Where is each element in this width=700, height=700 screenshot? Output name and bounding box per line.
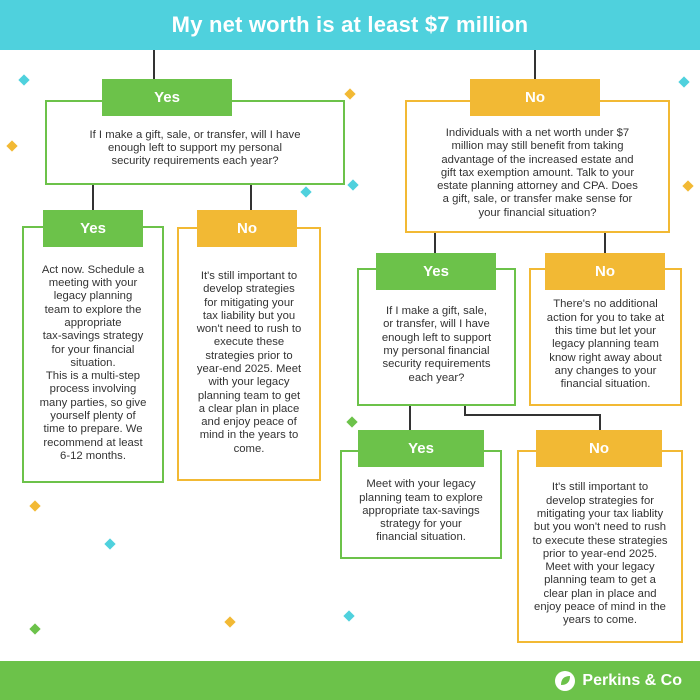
yes-no-text: It's still important to develop strategies for mitigating your tax liability but you won't need to rush to execute these strategies prior to year-end 2025. Meet with your legacy planning team to get a clear plan in place and enjoy peace of mind in the years to come. — [196, 269, 302, 455]
no-no-label-text: No — [595, 263, 615, 280]
no-no-text: There's no additional action for you to take at this time but let your legacy planning team know right away about any changes to your financial situation. — [546, 298, 665, 391]
no-yes-no-label — [536, 430, 662, 467]
no-main-text: Individuals with a net worth under $7 million may still benefit from taking advantage of the increased estate and gift tax exemption amount. Talk to your estate planning attorney and CPA. Does a gift, sale, or transfer make sense for your financial situation? — [437, 126, 638, 219]
brand-logo — [554, 670, 682, 692]
no-yes-no-text: It's still important to develop strategies for mitigating your tax liablity but you won't need to rush to execute these strategies prior to year-end 2025. Meet with your legacy planning team to get a clear plan in place and enjoy peace of mind in the years to come. — [532, 481, 668, 627]
yes-yes-label — [43, 210, 143, 247]
yes-no-label-text: No — [237, 220, 257, 237]
no-main-label-text: No — [525, 89, 545, 106]
no-main-label — [470, 79, 600, 116]
brand-name: Perkins & Co — [582, 672, 682, 689]
no-yes-text: If I make a gift, sale, or transfer, will I have enough left to support my personal financial security requirements each year? — [381, 305, 492, 384]
no-main-box — [405, 100, 670, 233]
no-yes-yes-text: Meet with your legacy planning team to explore appropriate tax-savings strategy for your financial situation. — [359, 478, 483, 544]
yes-no-box — [177, 227, 321, 481]
connector-noyes-right — [465, 406, 600, 430]
no-yes-no-box — [517, 450, 683, 643]
footer-bar — [0, 661, 700, 700]
title-text: My net worth is at least $7 million — [171, 12, 529, 37]
no-yes-no-label-text: No — [589, 440, 609, 457]
no-no-label — [545, 253, 665, 290]
no-yes-yes-label — [358, 430, 484, 467]
no-yes-label-text: Yes — [423, 263, 449, 280]
perkins-leaf-icon — [554, 670, 576, 692]
no-yes-yes-label-text: Yes — [408, 440, 434, 457]
no-yes-label — [376, 253, 496, 290]
yes-main-text: If I make a gift, sale, or transfer, will I have enough left to support my personal security requirements each year? — [89, 128, 301, 168]
yes-main-label — [102, 79, 232, 116]
yes-main-label-text: Yes — [154, 89, 180, 106]
yes-no-label — [197, 210, 297, 247]
yes-yes-text: Act now. Schedule a meeting with your legacy planning team to explore the appropriate tax-savings strategy for your financial situation. This is a multi-step process involving many parties, so give yourself plenty of time to prepare. We recommend at least 6-12 months. — [39, 263, 147, 462]
yes-yes-box — [22, 226, 164, 483]
yes-yes-label-text: Yes — [80, 220, 106, 237]
